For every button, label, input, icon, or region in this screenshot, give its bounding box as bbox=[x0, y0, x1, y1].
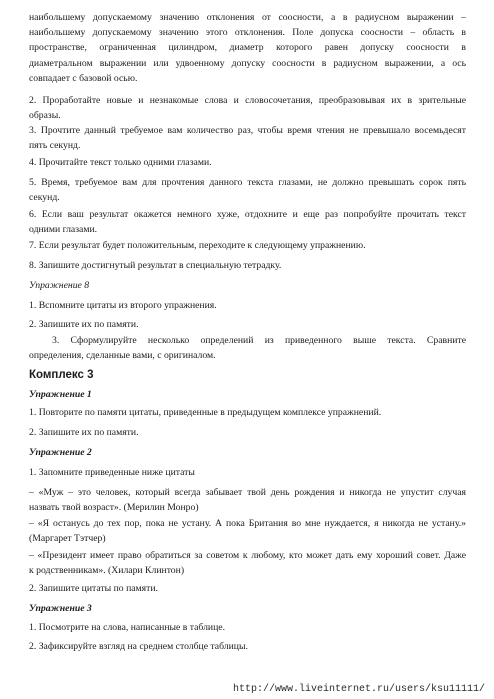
step-line: 3. Прочтите данный требуемое вам количество раз, чтобы время чтения не превышало восемьдесят bbox=[29, 125, 466, 136]
step-line: 4. Прочитайте текст только одними глазами. bbox=[29, 157, 212, 168]
step-line: 8. Запишите достигнутый результат в специальную тетрадку. bbox=[29, 260, 282, 271]
step-item bbox=[29, 207, 466, 237]
step-line: одними глазами. bbox=[29, 224, 98, 236]
paragraph-line: совпадает с базовой осью. bbox=[29, 72, 138, 84]
step-line: образы. bbox=[29, 110, 61, 122]
step-line: 6. Если ваш результат окажется немного хуже, отдохните и еще раз попробуйте прочитать текст bbox=[29, 209, 466, 220]
quote-line: – «Я останусь до тех пор, пока не устану. А пока Британия во мне нуждается, я никогда не устану.» bbox=[29, 518, 466, 529]
list-item-line: 1. Повторите по памяти цитаты, приведенные в предыдущем комплексе упражнений. bbox=[29, 407, 382, 418]
step-item bbox=[29, 238, 466, 253]
footer-url: http://www.liveinternet.ru/users/ksu11111/ bbox=[233, 684, 486, 695]
list-item bbox=[29, 333, 466, 363]
step-item bbox=[29, 175, 466, 205]
step-line: 2. Проработайте новые и незнакомые слова и словосочетания, преобразовывая их в зрительные bbox=[29, 95, 466, 106]
exercise-heading: Упражнение 8 bbox=[29, 280, 90, 291]
list-item-line: 1. Запомните приведенные ниже цитаты bbox=[29, 467, 195, 478]
section-title: Комплекс 3 bbox=[29, 369, 94, 381]
quote-line: к родственникам». (Хилари Клинтон) bbox=[29, 565, 185, 577]
quote-item bbox=[29, 516, 466, 546]
quote-line: назвать твой возраст». (Мерилин Монро) bbox=[29, 502, 199, 514]
paragraph-line: диаметральном выражении или удвоенному допуску соосности в радиусном выражении, а ось bbox=[29, 57, 466, 69]
list-item bbox=[29, 425, 466, 440]
quote-line: (Маргарет Тэтчер) bbox=[29, 533, 106, 545]
list-item-line: 2. Запишите их по памяти. bbox=[29, 427, 139, 438]
exercise-heading: Упражнение 3 bbox=[29, 603, 92, 614]
quote-line: – «Муж – это человек, который всегда забывает твой день рождения и никогда не упустит случая bbox=[29, 487, 466, 498]
list-item-line: определения, сделанные вами, с оригиналом. bbox=[29, 350, 216, 362]
quote-item bbox=[29, 485, 466, 515]
list-item-line: 2. Запишите их по памяти. bbox=[29, 319, 139, 330]
list-item bbox=[29, 298, 466, 313]
list-item bbox=[29, 639, 466, 654]
paragraph-line: пространстве, ограниченная цилиндром, диаметр которого равен допуску соосности в bbox=[29, 42, 466, 54]
list-item-line: 1. Вспомните цитаты из второго упражнения. bbox=[29, 300, 217, 311]
list-item-line: 2. Зафиксируйте взгляд на среднем столбце таблицы. bbox=[29, 641, 248, 652]
exercise-heading: Упражнение 2 bbox=[29, 447, 92, 458]
quote-item bbox=[29, 548, 466, 578]
list-item bbox=[29, 581, 466, 596]
paragraph-line: наибольшему допускаемому значению отклонения от соосности, а в радиусном выражении – bbox=[29, 12, 466, 23]
step-line: пять секунд. bbox=[29, 140, 81, 152]
step-line: 7. Если результат будет положительным, переходите к следующему упражнению. bbox=[29, 240, 366, 251]
list-item bbox=[29, 317, 466, 332]
step-item bbox=[29, 258, 466, 273]
list-item bbox=[29, 465, 466, 480]
step-item bbox=[29, 155, 466, 170]
list-item bbox=[29, 405, 466, 420]
continued-paragraph bbox=[29, 10, 466, 86]
list-item-line: 1. Посмотрите на слова, написанные в таблице. bbox=[29, 622, 226, 633]
step-line: секунд. bbox=[29, 192, 60, 204]
step-item bbox=[29, 123, 466, 153]
quote-line: – «Президент имеет право обратиться за советом к любому, кто может дать ему хороший совет. Даже bbox=[29, 550, 466, 561]
step-line: 5. Время, требуемое вам для прочтения данного текста глазами, не должно превышать сорок пять bbox=[29, 177, 466, 188]
list-item-line: 3. Сформулируйте несколько определений из приведенного выше текста. Сравните bbox=[52, 335, 466, 346]
list-item bbox=[29, 620, 466, 635]
step-item bbox=[29, 93, 466, 123]
paragraph-line: наибольшему допускаемому значению этого отклонения. Поле допуска соосности – область в bbox=[29, 27, 466, 39]
list-item-line: 2. Запишите цитаты по памяти. bbox=[29, 583, 158, 594]
exercise-heading: Упражнение 1 bbox=[29, 389, 92, 400]
